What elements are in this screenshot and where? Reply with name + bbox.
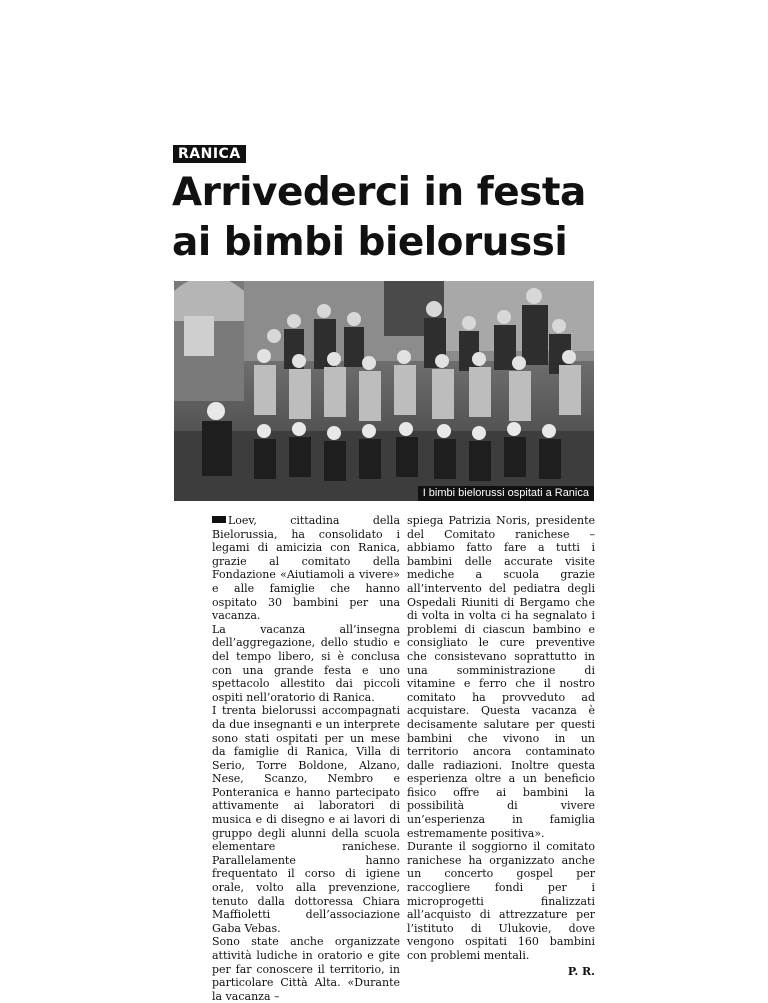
article-paragraph: spiega Patrizia Noris, presidente del Comitato ranichese – abbiamo fatto fare a tutti i bambini delle accurate visite mediche a scuola grazie all’intervento del pediatra degli Ospedali Riuniti di Bergamo che di volta in volta ci ha segnalato i problemi di ciascun bambino e consigliato le cure preventive che consistevano soprattutto in una somministrazione di vitamine e ferro che il nostro comitato ha provveduto ad acquistare. Questa vacanza è decisamente salutare per questi bambini che vivono in un territorio ancora contaminato dalle radiazioni. Inoltre questa esperienza oltre a un beneficio fisico offre ai bambini la possibilità di vivere un’esperienza in famiglia estremamente positiva». — [407, 514, 595, 840]
photo-caption: I bimbi bielorussi ospitati a Ranica — [418, 486, 594, 501]
article-paragraph: I trenta bielorussi accompagnati da due insegnanti e un interprete sono stati ospitati per un mese da famiglie di Ranica, Villa di Serio, Torre Boldone, Alzano, Nese, Scanzo, Nembro e Ponteranica e hanno partecipato attivamente ai laboratori di musica e di disegno e ai lavori di gruppo degli alunni della scuola elementare ranichese. Parallelamente hanno frequentato il corso di igiene orale, volto alla prevenzione, tenuto dalla dottoressa Chiara Maffioletti dell’associazione Gaba Vebas. — [212, 704, 400, 935]
article-column-1 — [212, 514, 400, 1003]
author-signature: P. R. — [567, 964, 595, 978]
paragraph-marker — [212, 516, 226, 523]
article-column-2 — [407, 514, 595, 978]
group-photo — [174, 281, 594, 501]
article-paragraph-text: Loev, cittadina della Bielorussia, ha consolidato i legami di amicizia con Ranica, grazie al comitato della Fondazione «Aiutiamoli a vivere» e alle famiglie che hanno ospitato 30 bambini per una vacanza. — [212, 514, 400, 623]
photo-illustration — [174, 281, 594, 501]
article-paragraph: Sono state anche organizzate attività ludiche in oratorio e gite per far conoscere il territorio, in particolare Città Alta. «Durante la vacanza – — [212, 935, 400, 1003]
section-tag: RANICA — [173, 145, 246, 163]
article-paragraph: Durante il soggiorno il comitato ranichese ha organizzato anche un concerto gospel per raccogliere fondi per i microprogetti finalizzati all’acquisto di attrezzature per l’istituto di Ulukovie, dove vengono ospitati 160 bambini con problemi mentali. — [407, 840, 595, 962]
headline: Arrivederci in festa ai bimbi bielorussi — [172, 170, 586, 265]
article-paragraph — [212, 514, 400, 623]
article-paragraph: La vacanza all’insegna dell’aggregazione, dello studio e del tempo libero, si è conclusa con una grande festa e uno spettacolo allestito dai piccoli ospiti nell’oratorio di Ranica. — [212, 622, 400, 704]
